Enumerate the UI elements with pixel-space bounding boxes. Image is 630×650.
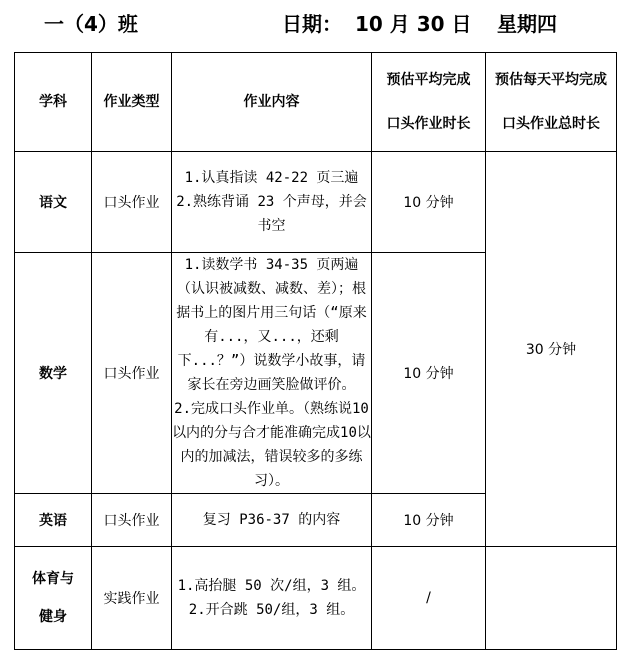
col-daily-total-line2: 口头作业总时长 [502,116,600,132]
time-cell: 10 分钟 [372,253,486,494]
time-cell: 10 分钟 [372,494,486,547]
type-cell: 实践作业 [92,547,172,650]
col-subject-header: 学科 [15,53,92,152]
type-cell: 口头作业 [92,253,172,494]
subject-cell [15,547,92,650]
subject-line: 体育与 [32,571,74,587]
weekday: 星期四 [497,12,557,36]
content-cell [172,494,372,547]
col-avg-time-line2: 口头作业时长 [386,116,471,132]
content-line: 2.熟练背诵 23 个声母，并会书空 [176,194,367,234]
time-cell: 10 分钟 [372,152,486,253]
daily-total-cell: 30 分钟 [486,152,617,547]
type-cell: 口头作业 [92,494,172,547]
content-line: 1.认真指读 42-22 页三遍 [184,170,359,186]
subject-cell: 英语 [15,494,92,547]
table-header-row [15,53,617,152]
time-cell: / [372,547,486,650]
table-row [15,152,617,253]
content-line: 2.完成口头作业单。（熟练说10以内的分与合才能准确完成10以内的加减法，错误较多的多练习）。 [172,401,371,489]
homework-table [14,52,617,650]
col-avg-time-header [372,53,486,152]
content-cell [172,547,372,650]
content-cell [172,253,372,494]
col-daily-total-header [486,53,617,152]
content-cell [172,152,372,253]
col-daily-total-line1: 预估每天平均完成 [495,72,607,88]
content-line: 1.高抬腿 50 次/组，3 组。 [177,578,366,594]
content-line: 复习 P36-37 的内容 [202,512,341,528]
content-line: 2.开合跳 50/组，3 组。 [188,602,355,618]
col-avg-time-line1: 预估平均完成 [386,72,471,88]
page-header [0,8,630,38]
content-line: 1.读数学书 34-35 页两遍（认识被减数、减数、差）；根据书上的图片用三句话（“原来有...，又...，还剩下...？”）说数学小故事，请家长在旁边画笑脸做评价。 [176,257,367,393]
class-name: 一（4）班 [44,12,138,36]
type-cell: 口头作业 [92,152,172,253]
subject-cell: 数学 [15,253,92,494]
date-label: 日期： [282,12,342,36]
subject-line: 健身 [39,609,67,625]
empty-cell [486,547,617,650]
col-type-header: 作业类型 [92,53,172,152]
date-value: 10 月 30 日 [355,12,472,36]
col-content-header: 作业内容 [172,53,372,152]
subject-cell: 语文 [15,152,92,253]
table-row [15,547,617,650]
